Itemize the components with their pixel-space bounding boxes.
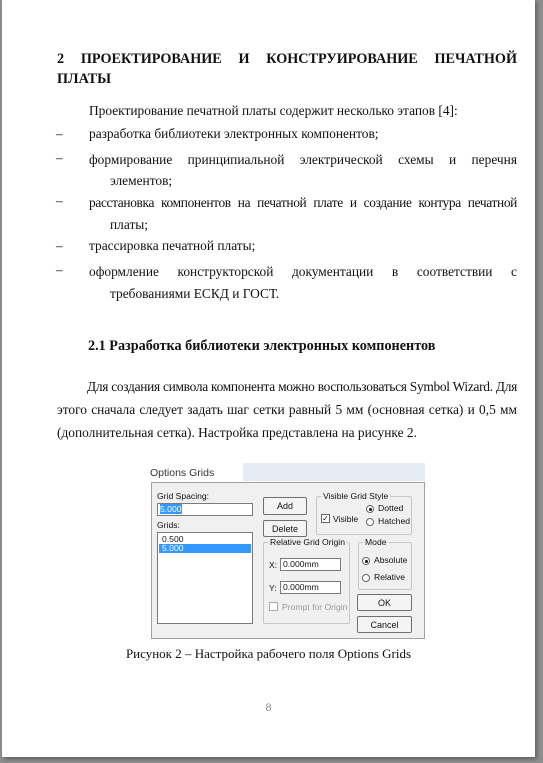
delete-button[interactable]: Delete <box>263 520 307 537</box>
relative-label: Relative <box>374 572 406 582</box>
grids-list-item-selected[interactable]: 5.000 <box>159 544 251 553</box>
options-grids-dialog <box>151 482 425 639</box>
visible-checkbox[interactable]: ✓ <box>322 514 329 523</box>
absolute-radio[interactable] <box>362 557 370 565</box>
paragraph-line: (дополнительная сетка). Настройка представлена на рисунке 2. <box>57 425 417 440</box>
mode-group <box>358 537 412 590</box>
grids-label: Grids: <box>157 520 180 530</box>
cancel-button[interactable]: Cancel <box>357 616 412 633</box>
body-paragraph <box>57 375 517 444</box>
figure-caption: Рисунок 2 – Настройка рабочего поля Options Grids <box>125 646 412 661</box>
page-number: 8 <box>265 700 272 714</box>
grid-spacing-input[interactable] <box>157 503 253 516</box>
list-dash: – <box>56 126 63 141</box>
relative-radio[interactable] <box>362 574 370 582</box>
list-dash: – <box>56 262 63 277</box>
list-item-line: платы; <box>110 217 149 232</box>
list-item <box>89 149 517 191</box>
dotted-radio[interactable] <box>366 505 374 513</box>
grids-listbox[interactable] <box>157 532 253 624</box>
list-item: разработка библиотеки электронных компонентов; <box>89 126 379 141</box>
paragraph-line: Для создания символа компонента можно воспользоваться Symbol Wizard. Для <box>87 379 517 394</box>
figure-screenshot <box>148 463 425 641</box>
grids-list-item[interactable]: 0.500 <box>162 534 184 544</box>
list-item <box>89 192 517 236</box>
mode-title: Mode <box>365 537 387 547</box>
subsection-heading: 2.1 Разработка библиотеки электронных компонентов <box>88 338 436 354</box>
list-item <box>89 261 517 305</box>
list-dash: – <box>56 150 63 165</box>
y-origin-input[interactable]: 0.000mm <box>280 581 341 594</box>
list-item-line: элементов; <box>110 173 173 188</box>
visible-grid-style-title: Visible Grid Style <box>323 491 389 501</box>
visible-label: Visible <box>333 514 359 524</box>
add-button[interactable]: Add <box>263 497 307 515</box>
x-label: X: <box>269 560 278 570</box>
y-label: Y: <box>269 583 277 593</box>
hatched-radio[interactable] <box>366 518 374 526</box>
list-item-line: формирование принципиальной электрической схемы и перечня <box>89 152 517 167</box>
intro-text: Проектирование печатной платы содержит несколько этапов [4]: <box>89 103 458 118</box>
prompt-for-origin-checkbox[interactable] <box>269 602 278 611</box>
list-dash: – <box>56 238 63 253</box>
list-item: трассировка печатной платы; <box>89 238 256 253</box>
grid-spacing-value: 5.000 <box>160 504 182 514</box>
list-item-line: требованиями ЕСКД и ГОСТ. <box>110 286 280 301</box>
prompt-for-origin-label: Prompt for Origin <box>282 602 348 612</box>
hatched-label: Hatched <box>378 516 411 526</box>
list-item-line: расстановка компонентов на печатной плате и создание контура печатной <box>89 195 517 210</box>
grid-spacing-label: Grid Spacing: <box>157 491 210 501</box>
absolute-label: Absolute <box>374 555 408 565</box>
list-dash: – <box>56 193 63 208</box>
paragraph-line: этого сначала следует задать шаг сетки равный 5 мм (основная сетка) и 0,5 мм <box>57 402 517 417</box>
x-origin-input[interactable]: 0.000mm <box>280 558 341 571</box>
list-item-line: оформление конструкторской документации в соответствии с <box>89 264 517 279</box>
dotted-label: Dotted <box>378 503 404 513</box>
document-page <box>2 0 535 757</box>
dialog-title: Options Grids <box>150 467 215 479</box>
background-window <box>243 463 425 481</box>
ok-button[interactable]: OK <box>357 594 412 611</box>
relative-grid-origin-title: Relative Grid Origin <box>270 537 345 547</box>
section-heading: 2 ПРОЕКТИРОВАНИЕ И КОНСТРУИРОВАНИЕ ПЕЧАТНОЙ ПЛАТЫ <box>57 51 517 87</box>
